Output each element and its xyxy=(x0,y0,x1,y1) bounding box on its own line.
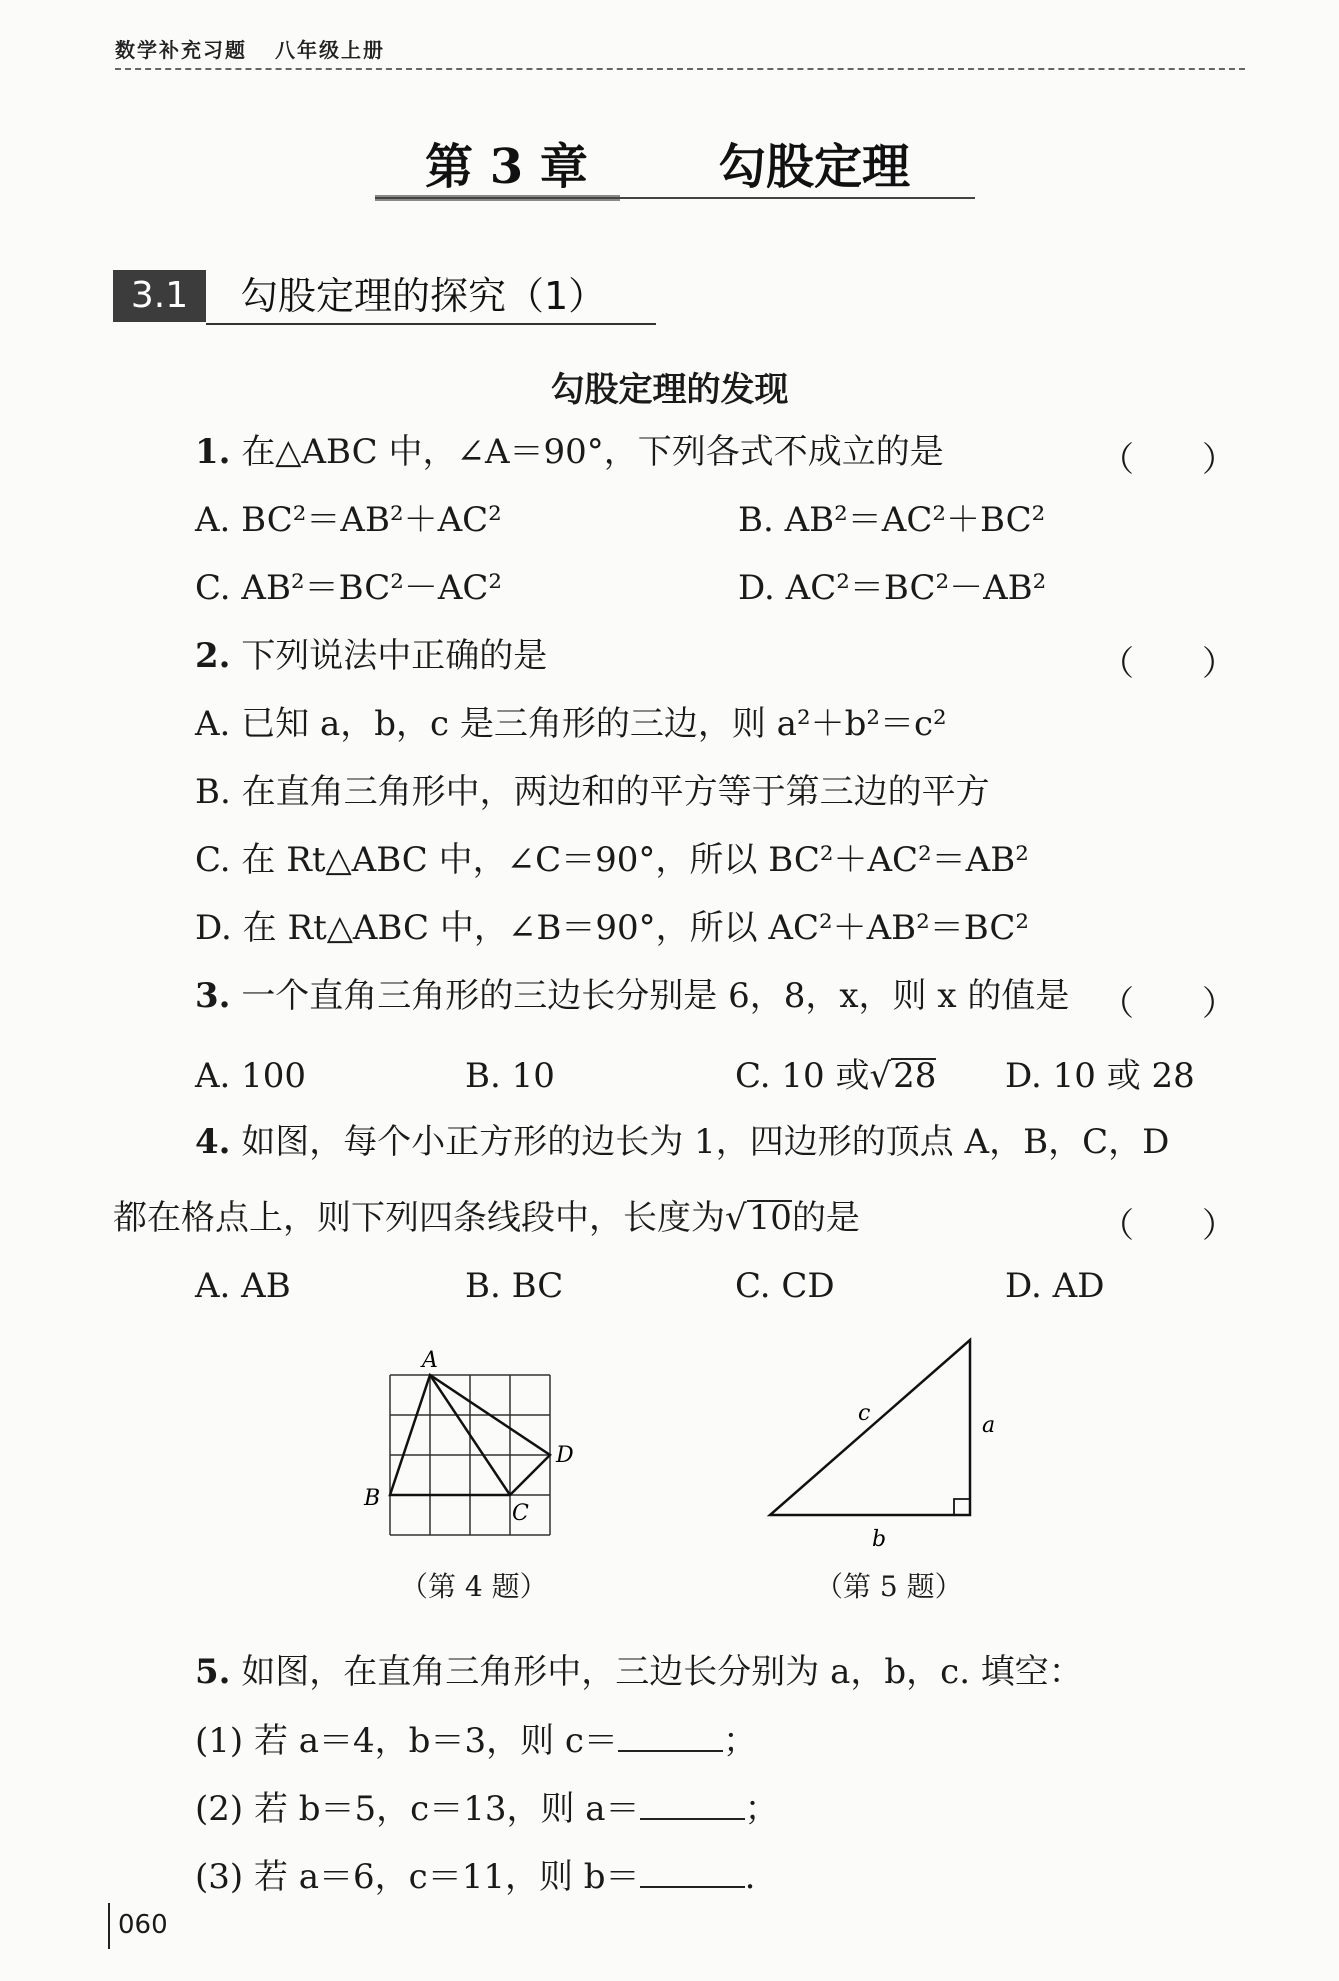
figure-5-caption: （第 5 题） xyxy=(815,1570,963,1603)
q4-option-c: C. CD xyxy=(735,1266,835,1306)
q1-text: 在△ABC 中，∠A＝90°，下列各式不成立的是 xyxy=(241,432,944,472)
q5-part3-blank[interactable] xyxy=(640,1856,745,1888)
q3-option-c: C. 10 或√28 xyxy=(735,1056,937,1096)
q5-part1-blank[interactable] xyxy=(618,1720,723,1752)
fig4-label-b: B xyxy=(364,1486,381,1511)
figure-4-caption: （第 4 题） xyxy=(400,1570,548,1603)
q5-part1 xyxy=(195,1720,757,1761)
q3-option-c-label: C. 10 或 xyxy=(735,1056,870,1096)
q2-option-c: C. 在 Rt△ABC 中，∠C＝90°，所以 BC²＋AC²＝AB² xyxy=(195,840,1029,880)
q2-answer-paren[interactable]: （ ） xyxy=(1100,644,1236,684)
q4-option-d: D. AD xyxy=(1005,1266,1105,1306)
fig4-label-d: D xyxy=(556,1443,574,1468)
q4-text-line2-end: 的是 xyxy=(791,1198,860,1238)
q5-part3 xyxy=(195,1856,755,1897)
q5-part2-text: (2) 若 b＝5，c＝13，则 a＝ xyxy=(195,1789,640,1829)
q5-part2-blank[interactable] xyxy=(640,1788,745,1820)
q1-option-b: B. AB²＝AC²＋BC² xyxy=(738,500,1046,540)
q5-part3-text: (3) 若 a＝6，c＝11，则 b＝ xyxy=(195,1857,640,1897)
q2-number: 2. xyxy=(195,636,231,676)
q2-option-d: D. 在 Rt△ABC 中，∠B＝90°，所以 AC²＋AB²＝BC² xyxy=(195,908,1030,948)
q1-number: 1. xyxy=(195,432,231,472)
fig5-label-b: b xyxy=(872,1527,887,1550)
q5-stem xyxy=(195,1652,1083,1692)
q5-text: 如图，在直角三角形中，三边长分别为 a，b，c. 填空： xyxy=(241,1652,1083,1692)
section-underline xyxy=(206,323,656,325)
q5-part3-end: . xyxy=(744,1857,756,1897)
q4-text-line1: 如图，每个小正方形的边长为 1，四边形的顶点 A，B，C，D xyxy=(241,1122,1170,1162)
q1-option-d: D. AC²＝BC²－AB² xyxy=(738,568,1047,608)
q2-stem xyxy=(195,636,547,676)
fig4-label-c: C xyxy=(512,1501,529,1526)
q3-number: 3. xyxy=(195,976,231,1016)
q4-stem-line2: 都在格点上，则下列四条线段中，长度为√10的是 xyxy=(113,1198,860,1238)
page-number-bar xyxy=(108,1903,110,1949)
q2-option-b: B. 在直角三角形中，两边和的平方等于第三边的平方 xyxy=(195,772,990,812)
q5-part1-text: (1) 若 a＝4，b＝3，则 c＝ xyxy=(195,1721,618,1761)
q2-text: 下列说法中正确的是 xyxy=(241,636,548,676)
q3-option-a: A. 100 xyxy=(195,1056,307,1096)
chapter-underline xyxy=(375,197,975,199)
q4-option-a: A. AB xyxy=(195,1266,291,1306)
q3-option-b: B. 10 xyxy=(465,1056,555,1096)
q5-part2 xyxy=(195,1788,779,1829)
section-title: 勾股定理的探究（1） xyxy=(240,274,607,318)
header-divider xyxy=(115,68,1245,70)
fig5-label-c: c xyxy=(858,1401,871,1426)
q1-option-c: C. AB²＝BC²－AC² xyxy=(195,568,503,608)
q4-stem-line1 xyxy=(195,1122,1169,1162)
q4-text-line2: 都在格点上，则下列四条线段中，长度为 xyxy=(113,1198,725,1238)
figure-4-grid xyxy=(350,1340,610,1550)
q1-option-a: A. BC²＝AB²＋AC² xyxy=(195,500,502,540)
q3-stem xyxy=(195,976,1069,1016)
grade-label: 八年级上册 xyxy=(275,38,385,62)
q3-option-c-radicand: 28 xyxy=(893,1056,937,1096)
q3-option-d: D. 10 或 28 xyxy=(1005,1056,1195,1096)
q4-option-b: B. BC xyxy=(465,1266,564,1306)
subtitle: 勾股定理的发现 xyxy=(550,370,789,410)
q5-part1-end: ； xyxy=(722,1721,757,1761)
q4-answer-paren[interactable]: （ ） xyxy=(1100,1206,1236,1246)
q5-part2-end: ； xyxy=(744,1789,779,1829)
section-number: 3.1 xyxy=(113,270,206,322)
running-header xyxy=(115,34,385,63)
fig4-label-a: A xyxy=(422,1348,438,1373)
figure-5-triangle xyxy=(760,1320,1020,1550)
q3-text: 一个直角三角形的三边长分别是 6，8，x，则 x 的值是 xyxy=(241,976,1070,1016)
q5-number: 5. xyxy=(195,1652,231,1692)
q1-stem xyxy=(195,432,944,472)
chapter-title: 勾股定理 xyxy=(718,139,911,195)
page-number: 060 xyxy=(118,1910,168,1940)
q4-number: 4. xyxy=(195,1122,231,1162)
book-title: 数学补充习题 xyxy=(115,38,247,62)
q3-answer-paren[interactable]: （ ） xyxy=(1100,984,1236,1024)
fig5-label-a: a xyxy=(982,1413,996,1438)
q4-radicand: 10 xyxy=(748,1198,792,1238)
q1-answer-paren[interactable]: （ ） xyxy=(1100,440,1236,480)
q2-option-a: A. 已知 a，b，c 是三角形的三边，则 a²＋b²＝c² xyxy=(195,704,947,744)
chapter-number: 第 3 章 xyxy=(425,139,588,195)
